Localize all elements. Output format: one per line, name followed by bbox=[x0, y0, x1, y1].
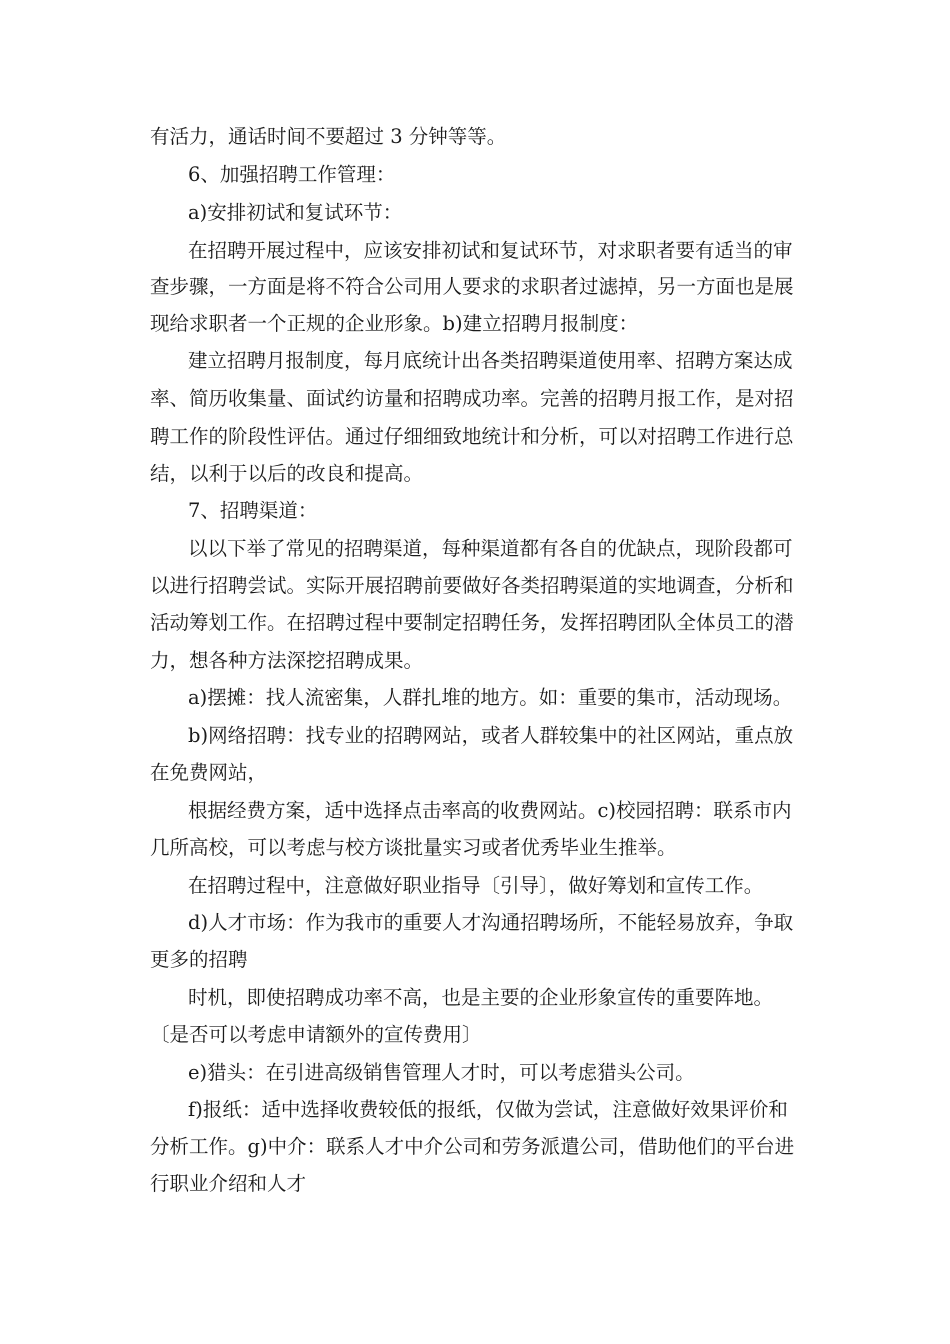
text-line: 活动筹划工作。在招聘过程中要制定招聘任务，发挥招聘团队全体员工的潜 bbox=[150, 611, 794, 634]
section-heading: 7、招聘渠道： bbox=[188, 499, 318, 522]
list-item: a)摆摊：找人流密集，人群扎堆的地方。如：重要的集市，活动现场。 bbox=[188, 686, 793, 709]
text-line: 在招聘开展过程中，应该安排初试和复试环节，对求职者要有适当的审 bbox=[188, 239, 793, 262]
text-line: 时机，即使招聘成功率不高，也是主要的企业形象宣传的重要阵地。 bbox=[188, 986, 774, 1009]
list-item: d)人才市场：作为我市的重要人才沟通招聘场所，不能轻易放弃，争取 bbox=[188, 911, 794, 934]
text-line: 聘工作的阶段性评估。通过仔细细致地统计和分析，可以对招聘工作进行总 bbox=[150, 425, 794, 448]
text-line: 以进行招聘尝试。实际开展招聘前要做好各类招聘渠道的实地调查，分析和 bbox=[150, 574, 794, 597]
text-line: 查步骤，一方面是将不符合公司用人要求的求职者过滤掉，另一方面也是展 bbox=[150, 275, 794, 298]
text-line: 根据经费方案，适中选择点击率高的收费网站。c)校园招聘：联系市内 bbox=[188, 799, 792, 822]
text-line: 几所高校，可以考虑与校方谈批量实习或者优秀毕业生推举。 bbox=[150, 836, 677, 859]
text-line: 以以下举了常见的招聘渠道，每种渠道都有各自的优缺点，现阶段都可 bbox=[188, 537, 793, 560]
text-line: 率、简历收集量、面试约访量和招聘成功率。完善的招聘月报工作，是对招 bbox=[150, 387, 794, 410]
text-line: 在招聘过程中，注意做好职业指导〔引导〕，做好筹划和宣传工作。 bbox=[188, 874, 764, 897]
text-line: 分析工作。g)中介：联系人才中介公司和劳务派遣公司，借助他们的平台进 bbox=[150, 1135, 795, 1158]
list-item: e)猎头：在引进高级销售管理人才时，可以考虑猎头公司。 bbox=[188, 1061, 695, 1084]
text-line: 更多的招聘 bbox=[150, 948, 248, 971]
list-item: b)网络招聘：找专业的招聘网站，或者人群较集中的社区网站，重点放 bbox=[188, 724, 794, 747]
text-line: 结，以利于以后的改良和提高。 bbox=[150, 462, 424, 485]
text-line: 有活力，通话时间不要超过 3 分钟等等。 bbox=[150, 125, 507, 148]
section-heading: 6、加强招聘工作管理： bbox=[188, 163, 396, 186]
text-line: 在免费网站， bbox=[150, 761, 268, 784]
text-line: 行职业介绍和人才 bbox=[150, 1172, 307, 1195]
text-line: 力，想各种方法深挖招聘成果。 bbox=[150, 649, 424, 672]
text-line: 建立招聘月报制度，每月底统计出各类招聘渠道使用率、招聘方案达成 bbox=[188, 349, 793, 372]
list-item: f)报纸：适中选择收费较低的报纸，仅做为尝试，注意做好效果评价和 bbox=[188, 1098, 788, 1121]
text-line: 现给求职者一个正规的企业形象。b)建立招聘月报制度： bbox=[150, 312, 639, 335]
subsection-heading: a)安排初试和复试环节： bbox=[188, 201, 403, 224]
text-line: 〔是否可以考虑申请额外的宣传费用〕 bbox=[150, 1023, 482, 1046]
